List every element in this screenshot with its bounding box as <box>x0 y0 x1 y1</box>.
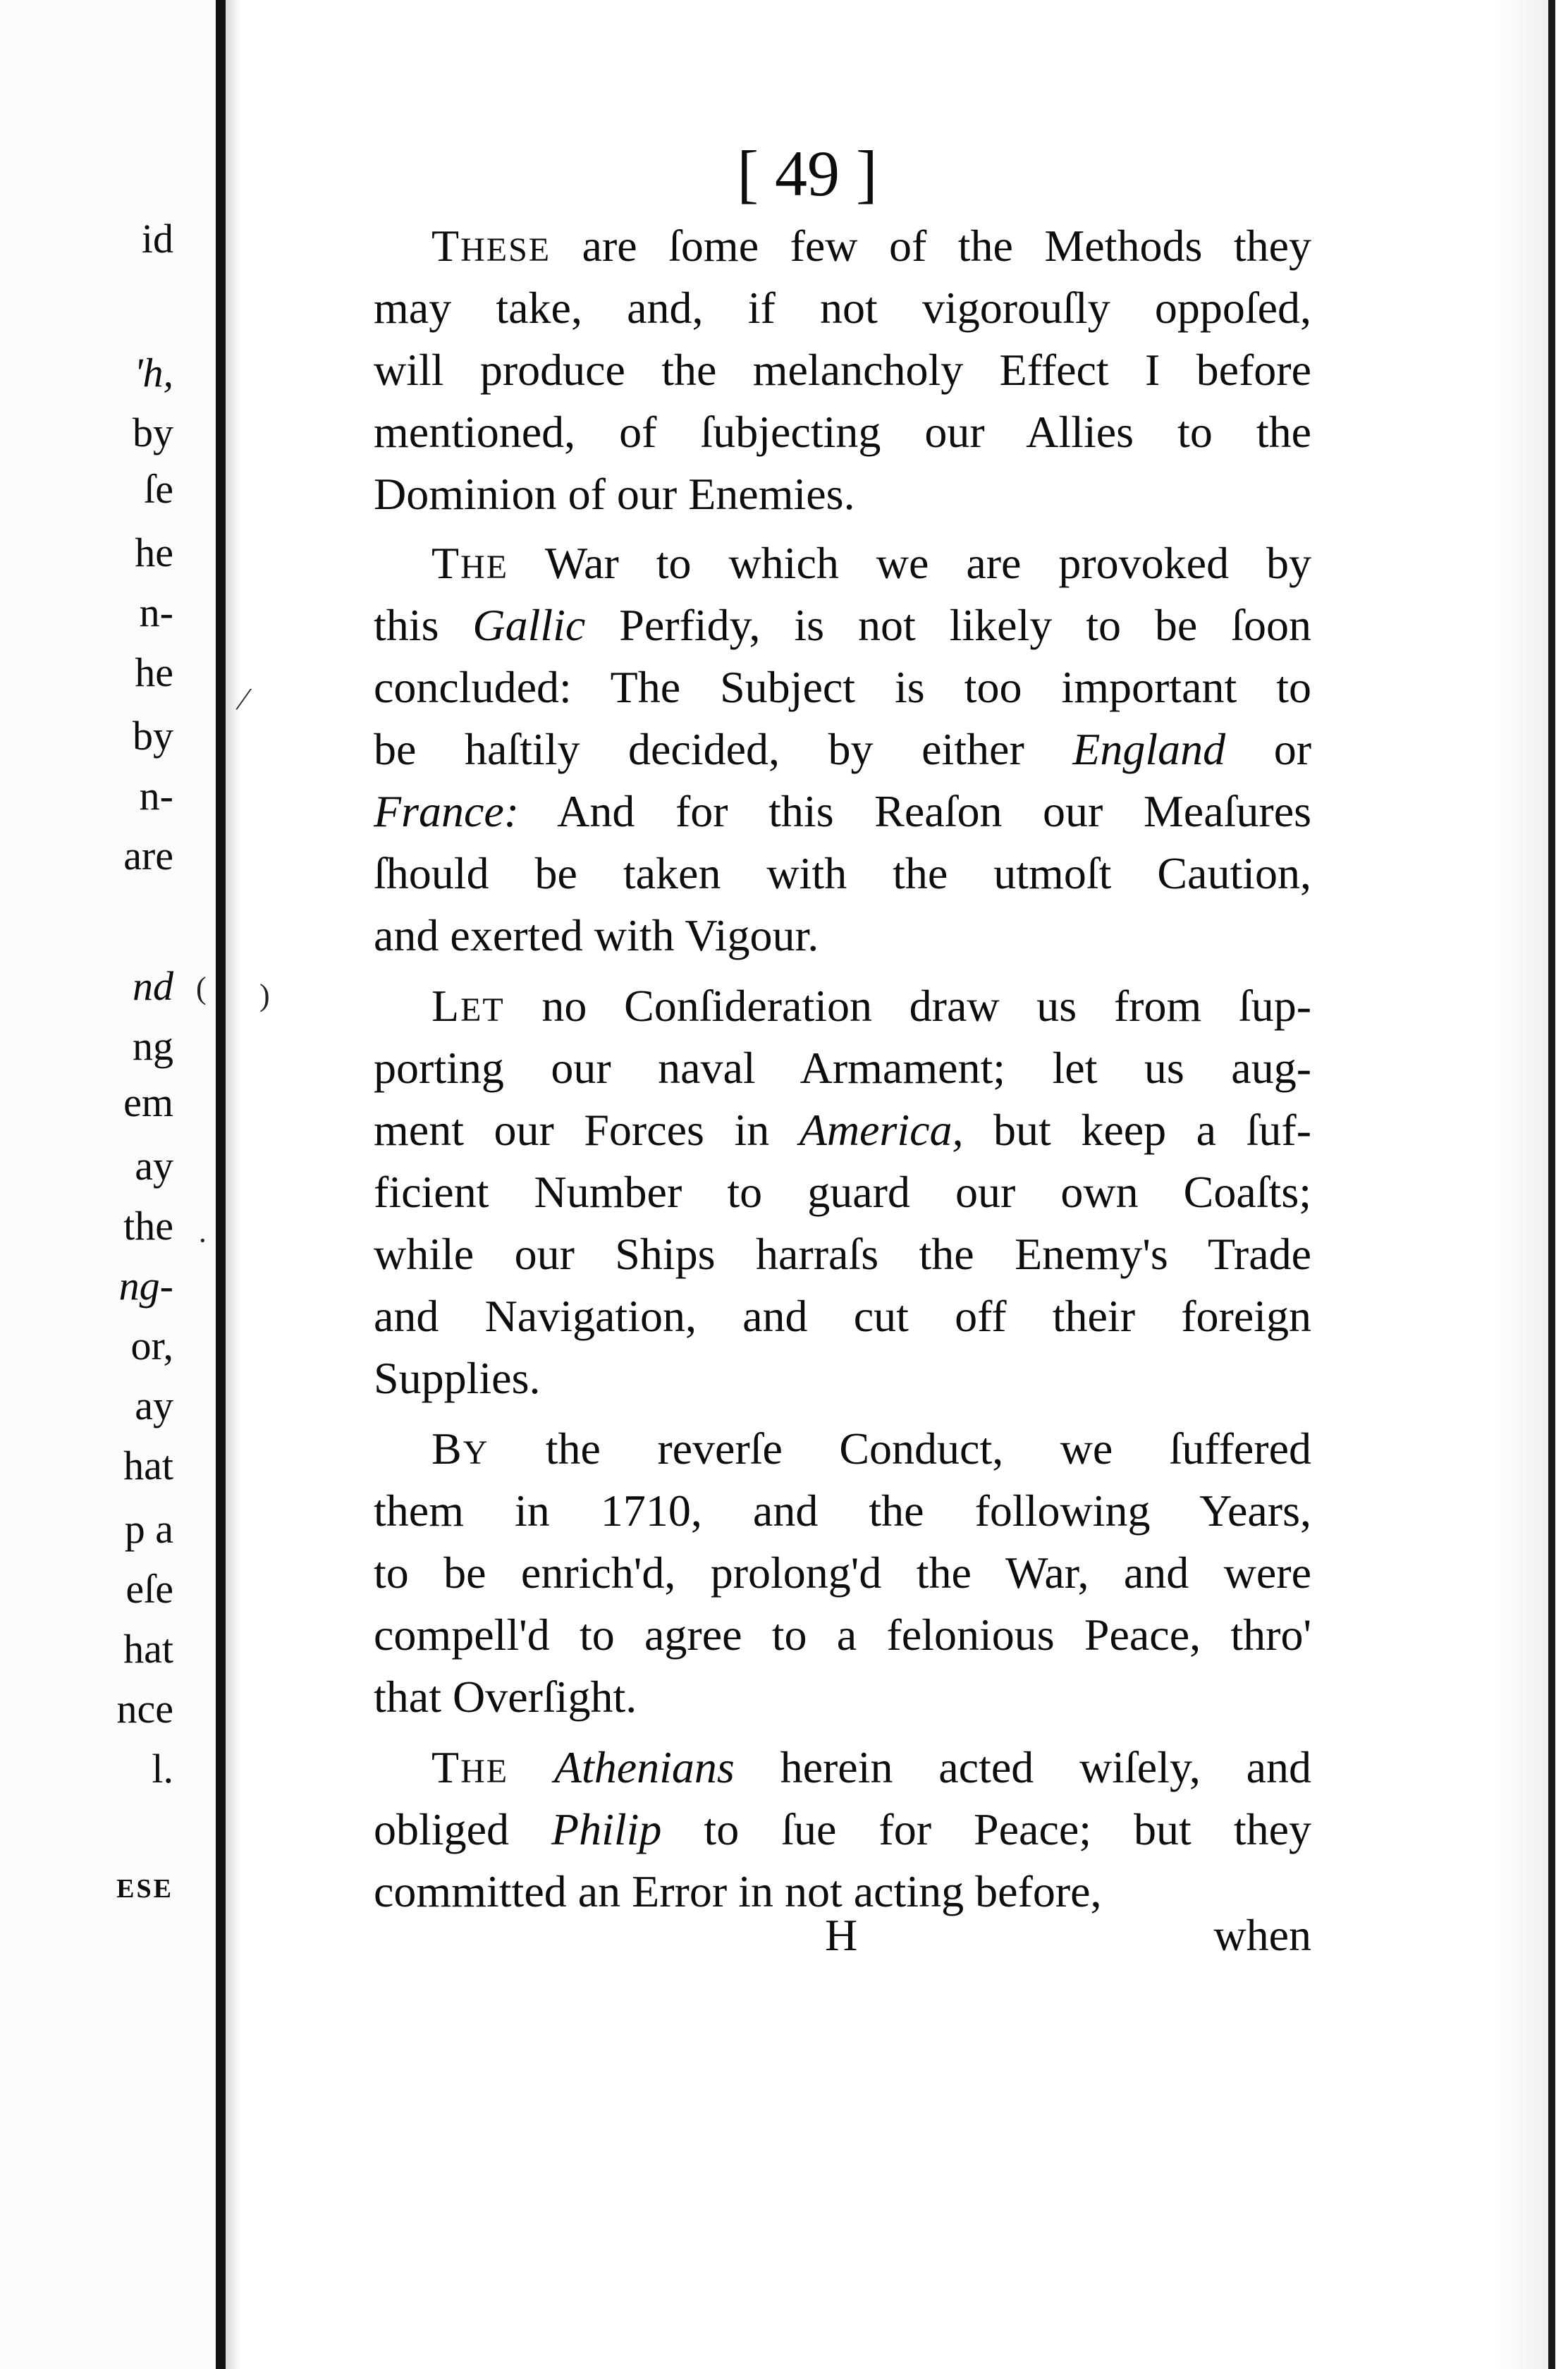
text-line <box>374 1604 1311 1666</box>
text-line <box>374 781 1311 843</box>
left-page-fragment: ng <box>133 1023 173 1069</box>
scan-speck: ) <box>259 978 270 1012</box>
left-page-fragment: p a <box>124 1506 173 1552</box>
scan-speck: ( <box>196 971 207 1005</box>
body-text <box>374 215 1311 1923</box>
text-line <box>374 1099 1311 1161</box>
paragraph-gap <box>374 525 1311 532</box>
text-segment: herein acted wiſely, and <box>734 1742 1311 1792</box>
left-page-fragment: or, <box>130 1323 173 1369</box>
text-segment: but keep a ſuf- <box>963 1105 1311 1155</box>
catchword: when <box>1213 1910 1311 1960</box>
text-line <box>374 1542 1311 1604</box>
text-segment: will produce the melancholy Effect I before <box>374 345 1311 395</box>
text-segment: and exerted with Vigour. <box>374 910 819 960</box>
left-page-fragment: nce <box>116 1686 173 1732</box>
text-line <box>374 1161 1311 1223</box>
left-page-fragment: nd <box>133 963 173 1009</box>
paragraph-gap <box>374 967 1311 975</box>
text-segment: or <box>1225 724 1311 774</box>
text-line <box>374 594 1311 656</box>
left-page-fragment: the <box>123 1203 173 1249</box>
text-segment: the reverſe Conduct, we ſuffered <box>489 1424 1311 1474</box>
left-page-fragment: ng- <box>118 1263 173 1309</box>
text-segment: this <box>374 600 473 650</box>
text-line <box>374 463 1311 525</box>
text-line <box>374 215 1311 277</box>
left-page-edge <box>0 0 220 2369</box>
text-segment: may take, and, if not vigorouſly oppoſed, <box>374 283 1311 333</box>
text-segment <box>508 1742 554 1792</box>
text-line <box>374 843 1311 905</box>
text-segment: them in 1710, and the following Years, <box>374 1486 1311 1536</box>
text-segment: ment our Forces in <box>374 1105 800 1155</box>
text-segment: And for this Reaſon our Meaſures <box>519 786 1311 836</box>
text-segment: while our Ships harraſs the Enemy's Trade <box>374 1229 1311 1279</box>
text-segment: obliged <box>374 1804 551 1854</box>
text-segment: be haſtily decided, by either <box>374 724 1073 774</box>
text-segment: ficient Number to guard our own Coaſts; <box>374 1167 1311 1217</box>
text-segment: committed an Error in not acting before, <box>374 1866 1102 1916</box>
text-segment: War to which we are provoked by <box>508 538 1311 588</box>
text-segment: porting our naval Armament; let us aug- <box>374 1043 1311 1093</box>
left-page-fragment: id <box>141 216 173 262</box>
page-edge-shade <box>1495 0 1548 2369</box>
small-caps-opening: THESE <box>431 221 551 271</box>
text-segment: that Overſight. <box>374 1672 637 1722</box>
text-segment: no Conſideration draw us from ſup- <box>504 981 1311 1031</box>
text-segment: concluded: The Subject is too important to <box>374 662 1311 712</box>
scan-speck: · <box>197 1223 208 1258</box>
text-line <box>374 1480 1311 1542</box>
signature-mark: H <box>825 1910 858 1960</box>
text-line <box>374 1666 1311 1728</box>
italic-word: America, <box>799 1105 964 1155</box>
right-page-edge <box>1548 0 1555 2369</box>
text-line <box>374 1223 1311 1285</box>
left-page-fragment: ESE <box>116 1874 173 1904</box>
text-segment: Perfidy, is not likely to be ſoon <box>585 600 1311 650</box>
left-page-fragment: em <box>123 1079 173 1125</box>
left-page-fragment: by <box>133 410 173 455</box>
text-line <box>374 975 1311 1037</box>
left-page-fragment: n- <box>139 589 173 635</box>
text-segment: Supplies. <box>374 1353 541 1403</box>
left-page-fragment: 'h, <box>134 350 173 396</box>
text-line <box>374 1285 1311 1347</box>
left-page-fragment: he <box>135 529 173 575</box>
text-line <box>374 1037 1311 1099</box>
text-line <box>374 905 1311 967</box>
small-caps-opening: BY <box>431 1424 489 1474</box>
left-page-fragment: ſe <box>144 466 173 512</box>
book-gutter <box>216 0 226 2369</box>
text-segment: compell'd to agree to a felonious Peace, thro' <box>374 1610 1311 1660</box>
left-page-fragment: hat <box>123 1443 173 1488</box>
text-line <box>374 718 1311 781</box>
gutter-shadow <box>226 0 241 2369</box>
text-segment: ſhould be taken with the utmoſt Caution, <box>374 848 1311 898</box>
paragraph-gap <box>374 1728 1311 1737</box>
left-page-fragment: ay <box>135 1143 173 1189</box>
small-caps-opening: LET <box>431 981 505 1031</box>
left-page-fragment: he <box>135 649 173 695</box>
left-page-fragment: l. <box>152 1746 173 1792</box>
text-line <box>374 1347 1311 1409</box>
text-line <box>374 339 1311 401</box>
text-segment: and Navigation, and cut off their foreign <box>374 1291 1311 1341</box>
text-segment: Dominion of our Enemies. <box>374 469 855 519</box>
italic-word: Gallic <box>472 600 586 650</box>
left-page-fragment: eſe <box>125 1566 173 1612</box>
page-number: [ 49 ] <box>737 137 878 209</box>
left-page-fragment: ay <box>135 1383 173 1428</box>
left-page-fragment: are <box>123 833 173 879</box>
text-segment: to ſue for Peace; but they <box>661 1804 1312 1854</box>
text-line <box>374 1799 1311 1861</box>
text-segment: are ſome few of the Methods they <box>551 221 1311 271</box>
paragraph-gap <box>374 1409 1311 1418</box>
left-page-fragment: by <box>133 713 173 759</box>
text-line <box>374 656 1311 718</box>
text-line <box>374 1737 1311 1799</box>
small-caps-opening: THE <box>431 538 509 588</box>
left-page-fragment: hat <box>123 1626 173 1672</box>
text-line <box>374 401 1311 463</box>
text-line <box>374 532 1311 594</box>
text-line <box>374 1418 1311 1480</box>
text-line <box>374 277 1311 339</box>
italic-word: Athenians <box>553 1742 735 1792</box>
text-segment: to be enrich'd, prolong'd the War, and were <box>374 1548 1311 1598</box>
page-footer <box>374 1904 1311 1967</box>
left-page-fragment: n- <box>139 773 173 819</box>
italic-word: England <box>1072 724 1226 774</box>
italic-word: Philip <box>551 1804 662 1854</box>
italic-word: France: <box>374 786 520 836</box>
scan-speck: ⁄ <box>241 682 247 716</box>
text-segment: mentioned, of ſubjecting our Allies to the <box>374 407 1311 457</box>
small-caps-opening: THE <box>431 1742 509 1792</box>
